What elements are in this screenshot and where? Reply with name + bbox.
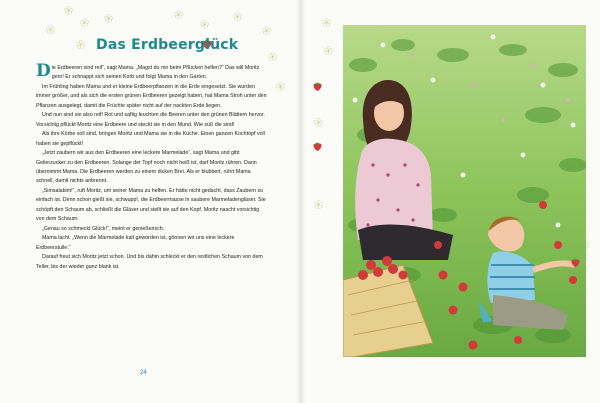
paragraph: „Simsalabim!“, ruft Moritz, um seiner Mama zu helfen. Er hätte nicht gedacht, dass Zaubern so einfach ist. Denn schon gießt sie, schwupp!, die Erdbeermasse in saubere Marmeladengläser. Sie schöpft den Schaum ab, schließt die Gläser und stellt sie auf den Kopf. Moritz nascht vorsichtig von dem Schaum. — [36, 187, 266, 223]
strawberry-icon — [312, 140, 323, 152]
page-number: 24 — [140, 370, 147, 376]
blossom-icon — [268, 52, 277, 61]
paragraph: „Genau so schmeckt Glück!“, meint er genießerisch. — [42, 225, 165, 232]
blossom-icon — [76, 40, 85, 49]
blossom-icon — [314, 118, 323, 127]
blossom-icon — [46, 25, 55, 34]
blossom-icon — [233, 12, 242, 21]
right-page — [300, 0, 600, 403]
paragraph: Mama lacht. „Wenn die Marmelade kalt geworden ist, gönnen wir uns eine leckere Erdbeerstulle.“ — [36, 235, 235, 251]
blossom-icon — [276, 82, 285, 91]
chapter-title: Das Erdbeerglück — [96, 37, 239, 53]
dropcap: D — [36, 61, 51, 81]
paragraph: Und nun sind sie also reif! Rot und saftig leuchten die Beeren unter den grünen Blättern hervor. Vorsichtig pflückt Moritz eine Erdbeere und steckt sie in den Mund. Wie süß die sind! — [36, 112, 265, 128]
blossom-icon — [322, 18, 331, 27]
strawberry-icon — [312, 80, 323, 92]
blossom-icon — [262, 26, 271, 35]
story-text — [36, 61, 268, 272]
blossom-icon — [64, 6, 73, 15]
blossom-icon — [80, 18, 89, 27]
paragraph: ie Erdbeeren sind reif“, sagt Mama. „Magst du mir beim Pflücken helfen?“ Das will Moritz gern! Er schnappt sich seinen Korb und folgt Mama in den Garten. — [51, 65, 260, 81]
paragraph: Als ihre Körbe voll sind, bringen Moritz und Mama sie in die Küche. Einen ganzen Kochtopf voll haben sie gepflückt! — [36, 131, 265, 147]
strawberry-icon — [570, 256, 581, 268]
blossom-icon — [174, 10, 183, 19]
paragraph: „Jetzt zaubern wir aus den Erdbeeren eine leckere Marmelade“, sagt Mama und gibt Gelierzucker zu den Erdbeeren. Solange der Topf noch nicht heiß ist, darf Moritz rühren. Dann übernimmt Mama. Die Erdbeeren werden zu einem dicken Brei. Als er blubbert, rührt Mama schnell, damit nichts anbrennt. — [36, 150, 257, 185]
paragraph: Darauf freut sich Moritz jetzt schon. Und bis dahin schleckt er den restlichen Schaum von dem Teller, bis der wieder ganz blank ist. — [36, 254, 263, 270]
strawberry-field-illustration — [343, 25, 586, 357]
blossom-icon — [200, 20, 209, 29]
blossom-icon — [104, 14, 113, 23]
blossom-icon — [314, 200, 323, 209]
paragraph: Im Frühling haben Mama und er kleine Erdbeerpflanzen in die Erde eingesetzt. Sie wurden immer größer, und als sich die ersten grünen Erdbeeren gezeigt haben, hat Mama Stroh unter den Pflanzen ausgelegt, damit die Früchte später nicht auf der nackten Erde liegen. — [36, 83, 267, 109]
blossom-icon — [324, 46, 333, 55]
book-gutter — [296, 0, 306, 403]
